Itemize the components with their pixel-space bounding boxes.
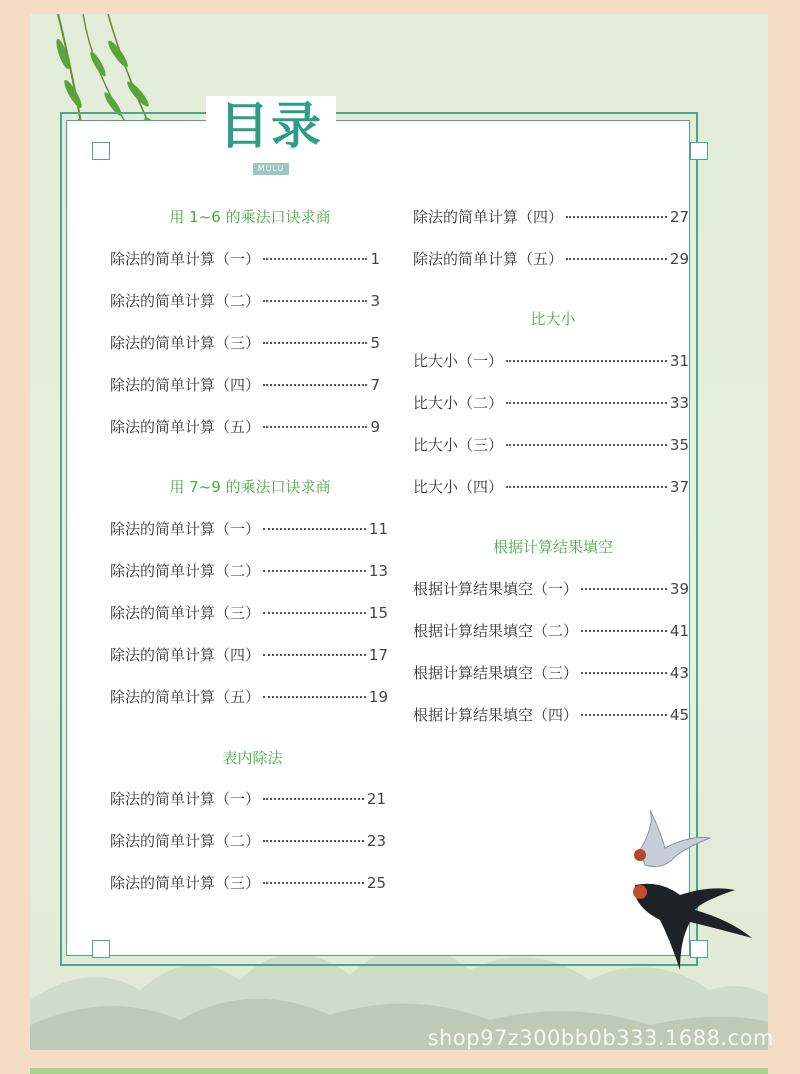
leader-dots xyxy=(263,654,366,656)
entry-page: 33 xyxy=(669,394,689,412)
page-title xyxy=(206,96,336,172)
entry-label: 除法的简单计算（五） xyxy=(110,418,261,436)
watermark: shop97z300bb0b333.1688.com xyxy=(427,1026,774,1050)
entry-page: 13 xyxy=(368,562,388,580)
toc-entry[interactable] xyxy=(413,705,689,725)
leader-dots xyxy=(506,360,667,362)
leader-dots xyxy=(581,672,667,674)
section-heading: 用 1~6 的乘法口诀求商 xyxy=(169,208,331,226)
entry-page: 17 xyxy=(368,646,388,664)
entry-label: 除法的简单计算（五） xyxy=(110,688,261,706)
title-main: 目录 xyxy=(219,96,323,155)
toc-entry[interactable] xyxy=(413,351,689,371)
entry-page: 41 xyxy=(669,622,689,640)
leader-dots xyxy=(263,426,367,428)
entry-label: 除法的简单计算（一） xyxy=(110,520,261,538)
leader-dots xyxy=(566,258,667,260)
entry-label: 除法的简单计算（四） xyxy=(413,208,564,226)
entry-label: 比大小（二） xyxy=(413,394,504,412)
toc-entry[interactable] xyxy=(413,435,689,455)
title-sub: MULU xyxy=(253,163,290,175)
entry-page: 35 xyxy=(669,436,689,454)
entry-label: 除法的简单计算（四） xyxy=(110,646,261,664)
toc-entry[interactable] xyxy=(413,249,689,269)
toc-entry[interactable] xyxy=(110,417,380,437)
toc-entry[interactable] xyxy=(110,645,388,665)
entry-page: 39 xyxy=(669,580,689,598)
leader-dots xyxy=(263,696,366,698)
leader-dots xyxy=(263,342,367,344)
entry-label: 根据计算结果填空（二） xyxy=(413,622,579,640)
toc-entry[interactable] xyxy=(110,561,388,581)
section-heading: 比大小 xyxy=(530,310,576,328)
entry-label: 除法的简单计算（一） xyxy=(110,790,261,808)
toc-entry[interactable] xyxy=(413,621,689,641)
entry-page: 27 xyxy=(669,208,689,226)
toc-entry[interactable] xyxy=(110,519,388,539)
leader-dots xyxy=(263,882,364,884)
leader-dots xyxy=(506,402,667,404)
entry-page: 25 xyxy=(366,874,386,892)
toc-entry[interactable] xyxy=(413,207,689,227)
toc-entry[interactable] xyxy=(110,249,380,269)
frame-corner xyxy=(690,142,708,160)
entry-label: 比大小（四） xyxy=(413,478,504,496)
leader-dots xyxy=(263,570,366,572)
bottom-strip xyxy=(30,1068,768,1074)
entry-label: 除法的简单计算（三） xyxy=(110,604,261,622)
toc-entry[interactable] xyxy=(413,477,689,497)
leader-dots xyxy=(263,528,366,530)
entry-page: 29 xyxy=(669,250,689,268)
leader-dots xyxy=(263,612,366,614)
toc-entry[interactable] xyxy=(110,789,386,809)
entry-page: 9 xyxy=(370,418,380,436)
leader-dots xyxy=(263,258,367,260)
section-heading: 用 7~9 的乘法口诀求商 xyxy=(169,478,331,496)
toc-entry[interactable] xyxy=(110,291,380,311)
toc-entry[interactable] xyxy=(110,873,386,893)
toc-entry[interactable] xyxy=(110,333,380,353)
entry-label: 除法的简单计算（二） xyxy=(110,292,261,310)
entry-label: 除法的简单计算（二） xyxy=(110,562,261,580)
entry-page: 23 xyxy=(366,832,386,850)
entry-label: 除法的简单计算（五） xyxy=(413,250,564,268)
entry-page: 37 xyxy=(669,478,689,496)
entry-label: 除法的简单计算（一） xyxy=(110,250,261,268)
leader-dots xyxy=(506,444,667,446)
toc-entry[interactable] xyxy=(110,831,386,851)
entry-label: 除法的简单计算（四） xyxy=(110,376,261,394)
entry-page: 7 xyxy=(370,376,380,394)
entry-label: 根据计算结果填空（四） xyxy=(413,706,579,724)
toc-entry[interactable] xyxy=(413,579,689,599)
toc-entry[interactable] xyxy=(413,393,689,413)
entry-label: 除法的简单计算（三） xyxy=(110,874,261,892)
toc-entry[interactable] xyxy=(110,375,380,395)
leader-dots xyxy=(263,798,364,800)
entry-label: 根据计算结果填空（一） xyxy=(413,580,579,598)
entry-label: 除法的简单计算（二） xyxy=(110,832,261,850)
leader-dots xyxy=(581,588,667,590)
entry-page: 5 xyxy=(370,334,380,352)
entry-page: 15 xyxy=(368,604,388,622)
toc-entry[interactable] xyxy=(110,687,388,707)
entry-page: 11 xyxy=(368,520,388,538)
entry-page: 1 xyxy=(370,250,380,268)
entry-label: 比大小（三） xyxy=(413,436,504,454)
swallow-icon xyxy=(620,810,760,980)
leader-dots xyxy=(263,384,367,386)
leader-dots xyxy=(263,300,367,302)
section-heading: 表内除法 xyxy=(222,749,283,767)
leader-dots xyxy=(581,630,667,632)
entry-page: 21 xyxy=(366,790,386,808)
leader-dots xyxy=(506,486,667,488)
entry-page: 45 xyxy=(669,706,689,724)
frame-corner xyxy=(92,142,110,160)
entry-label: 比大小（一） xyxy=(413,352,504,370)
section-heading: 根据计算结果填空 xyxy=(492,538,613,556)
entry-page: 3 xyxy=(370,292,380,310)
toc-entry[interactable] xyxy=(110,603,388,623)
frame-corner xyxy=(92,940,110,958)
entry-label: 根据计算结果填空（三） xyxy=(413,664,579,682)
entry-page: 31 xyxy=(669,352,689,370)
entry-page: 19 xyxy=(368,688,388,706)
toc-entry[interactable] xyxy=(413,663,689,683)
leader-dots xyxy=(581,714,667,716)
entry-label: 除法的简单计算（三） xyxy=(110,334,261,352)
leader-dots xyxy=(263,840,364,842)
leader-dots xyxy=(566,216,667,218)
entry-page: 43 xyxy=(669,664,689,682)
